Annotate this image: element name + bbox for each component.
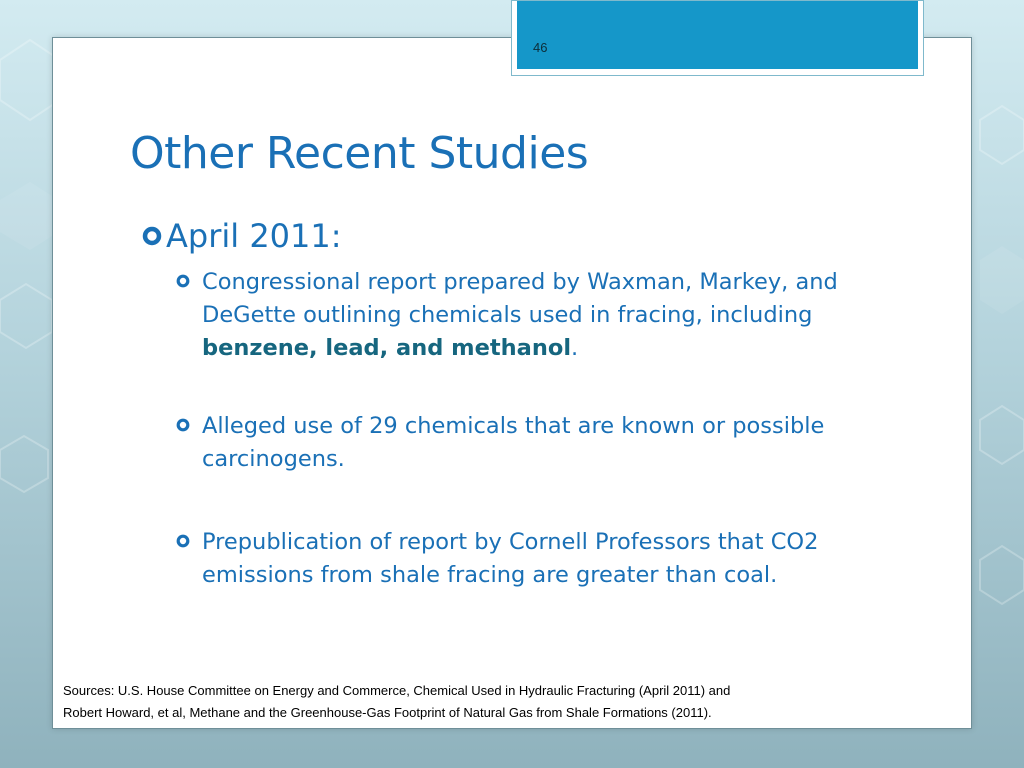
slide-number-box	[511, 0, 924, 76]
sources-note	[63, 680, 923, 724]
bullet-level1-label: April 2011:	[166, 217, 342, 255]
bullet-level1	[142, 216, 342, 256]
bullet-item-1-text-end: .	[571, 335, 579, 361]
slide-number: 46	[533, 40, 548, 55]
slide-title: Other Recent Studies	[130, 128, 589, 179]
bullet-item-1-bold: benzene, lead, and methanol	[202, 335, 572, 361]
bullet-item-2-text: Alleged use of 29 chemicals that are known or possible carcinogens.	[202, 413, 825, 472]
bullet-item-1	[176, 266, 866, 365]
bullet-item-1-text	[202, 266, 862, 365]
circle-bullet-icon	[176, 410, 202, 440]
sources-line-2: Robert Howard, et al, Methane and the Greenhouse-Gas Footprint of Natural Gas from Shale Formations (2011).	[63, 705, 712, 720]
sources-line-1: Sources: U.S. House Committee on Energy and Commerce, Chemical Used in Hydraulic Fracturing (April 2011) and	[63, 683, 731, 698]
bullet-item-3-text: Prepublication of report by Cornell Professors that CO2 emissions from shale fracing are greater than coal.	[202, 529, 819, 588]
circle-bullet-icon	[176, 526, 202, 556]
circle-bullet-icon	[176, 266, 202, 296]
slide-number-bar	[517, 1, 918, 69]
bullet-item-2	[176, 410, 866, 476]
bullet-item-3	[176, 526, 866, 592]
circle-bullet-icon	[142, 216, 166, 256]
bullet-item-1-text-start: Congressional report prepared by Waxman, Markey, and DeGette outlining chemicals used in fracing, including	[202, 269, 838, 328]
